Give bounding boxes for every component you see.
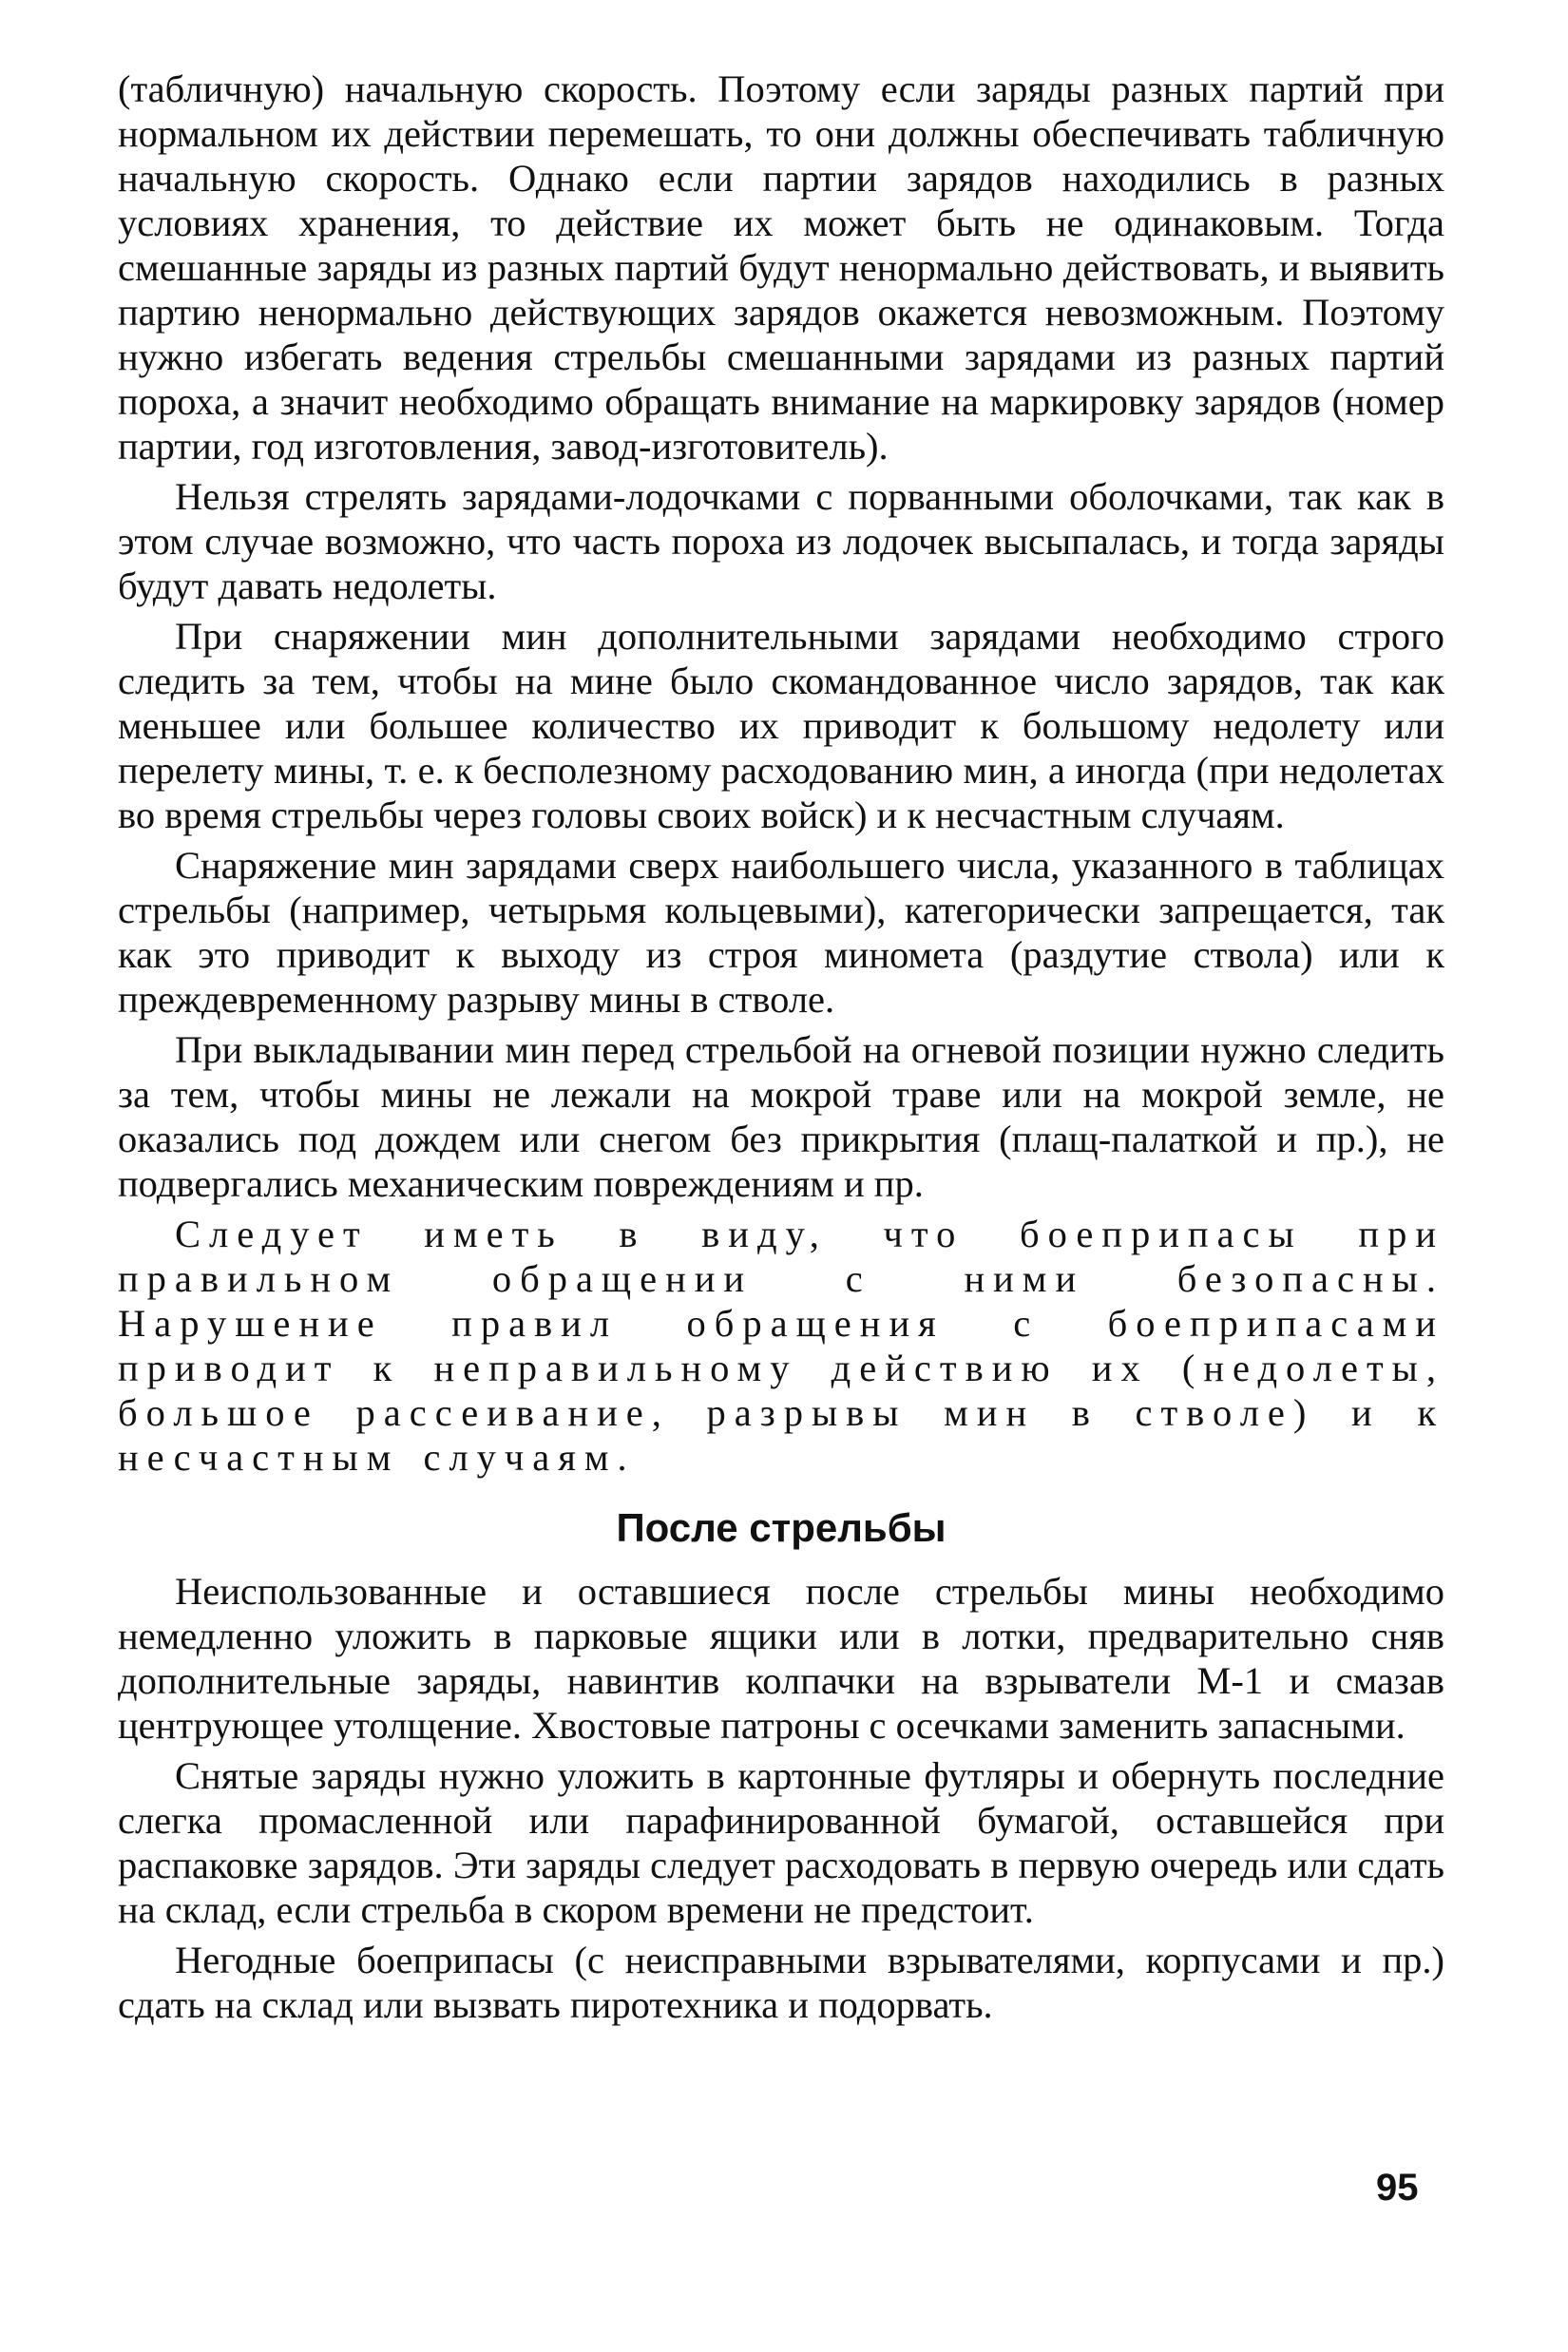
section-paragraph-2: Снятые заряды нужно уложить в картонные футляры и обернуть последние слегка промасленной или парафинированной бумагой, оставшейся при распаковке зарядов. Эти заряды следует расходовать в первую очередь или сдать на склад, если стрельба в скором времени не предстоит.: [118, 1754, 1444, 1931]
paragraph-6-spaced-emphasis: Следует иметь в виду, что боеприпасы при правильном обращении с ними безопасны. Нарушение правил обращения с боеприпасами приводит к неправильному действию их (недолеты, большое рассеивание, разрывы мин в стволе) и к несчастным случаям.: [118, 1213, 1444, 1479]
page-body: [118, 67, 1444, 2033]
section-paragraph-3: Негодные боеприпасы (с неисправными взрывателями, корпусами и пр.) сдать на склад или вызвать пиротехника и подорвать.: [118, 1939, 1444, 2026]
paragraph-5: При выкладывании мин перед стрельбой на огневой позиции нужно следить за тем, чтобы мины не лежали на мокрой траве или на мокрой земле, не оказались под дождем или снегом без прикрытия (плащ-палаткой и пр.), не подвергались механическим повреждениям и пр.: [118, 1028, 1444, 1205]
page-number: 95: [1376, 2167, 1419, 2209]
paragraph-1: (табличную) начальную скорость. Поэтому если заряды разных партий при нормальном их действии перемешать, то они должны обеспечивать табличную начальную скорость. Однако если партии зарядов находились в разных условиях хранения, то действие их может быть не одинаковым. Тогда смешанные заряды из разных партий будут ненормально действовать, и выявить партию ненормально действующих зарядов окажется невозможным. Поэтому нужно избегать ведения стрельбы смешанными зарядами из разных партий пороха, а значит необходимо обращать внимание на маркировку зарядов (номер партии, год изготовления, завод-изготовитель).: [118, 67, 1444, 468]
paragraph-4: Снаряжение мин зарядами сверх наибольшего числа, указанного в таблицах стрельбы (например, четырьмя кольцевыми), категорически запрещается, так как это приводит к выходу из строя миномета (раздутие ствола) или к преждевременному разрыву мины в стволе.: [118, 844, 1444, 1021]
section-heading: После стрельбы: [616, 1505, 947, 1550]
paragraph-2: Нельзя стрелять зарядами-лодочками с порванными оболочками, так как в этом случае возможно, что часть пороха из лодочек высыпалась, и тогда заряды будут давать недолеты.: [118, 475, 1444, 607]
section-paragraph-1: Неиспользованные и оставшиеся после стрельбы мины необходимо немедленно уложить в парковые ящики или в лотки, предварительно сняв дополнительные заряды, навинтив колпачки на взрыватели М-1 и смазав центрующее утолщение. Хвостовые патроны с осечками заменить запасными.: [118, 1570, 1444, 1747]
paragraph-3: При снаряжении мин дополнительными зарядами необходимо строго следить за тем, чтобы на мине было скомандованное число зарядов, так как меньшее или большее количество их приводит к большому недолету или перелету мины, т. е. к бесполезному расходованию мин, а иногда (при недолетах во время стрельбы через головы своих войск) и к несчастным случаям.: [118, 615, 1444, 836]
